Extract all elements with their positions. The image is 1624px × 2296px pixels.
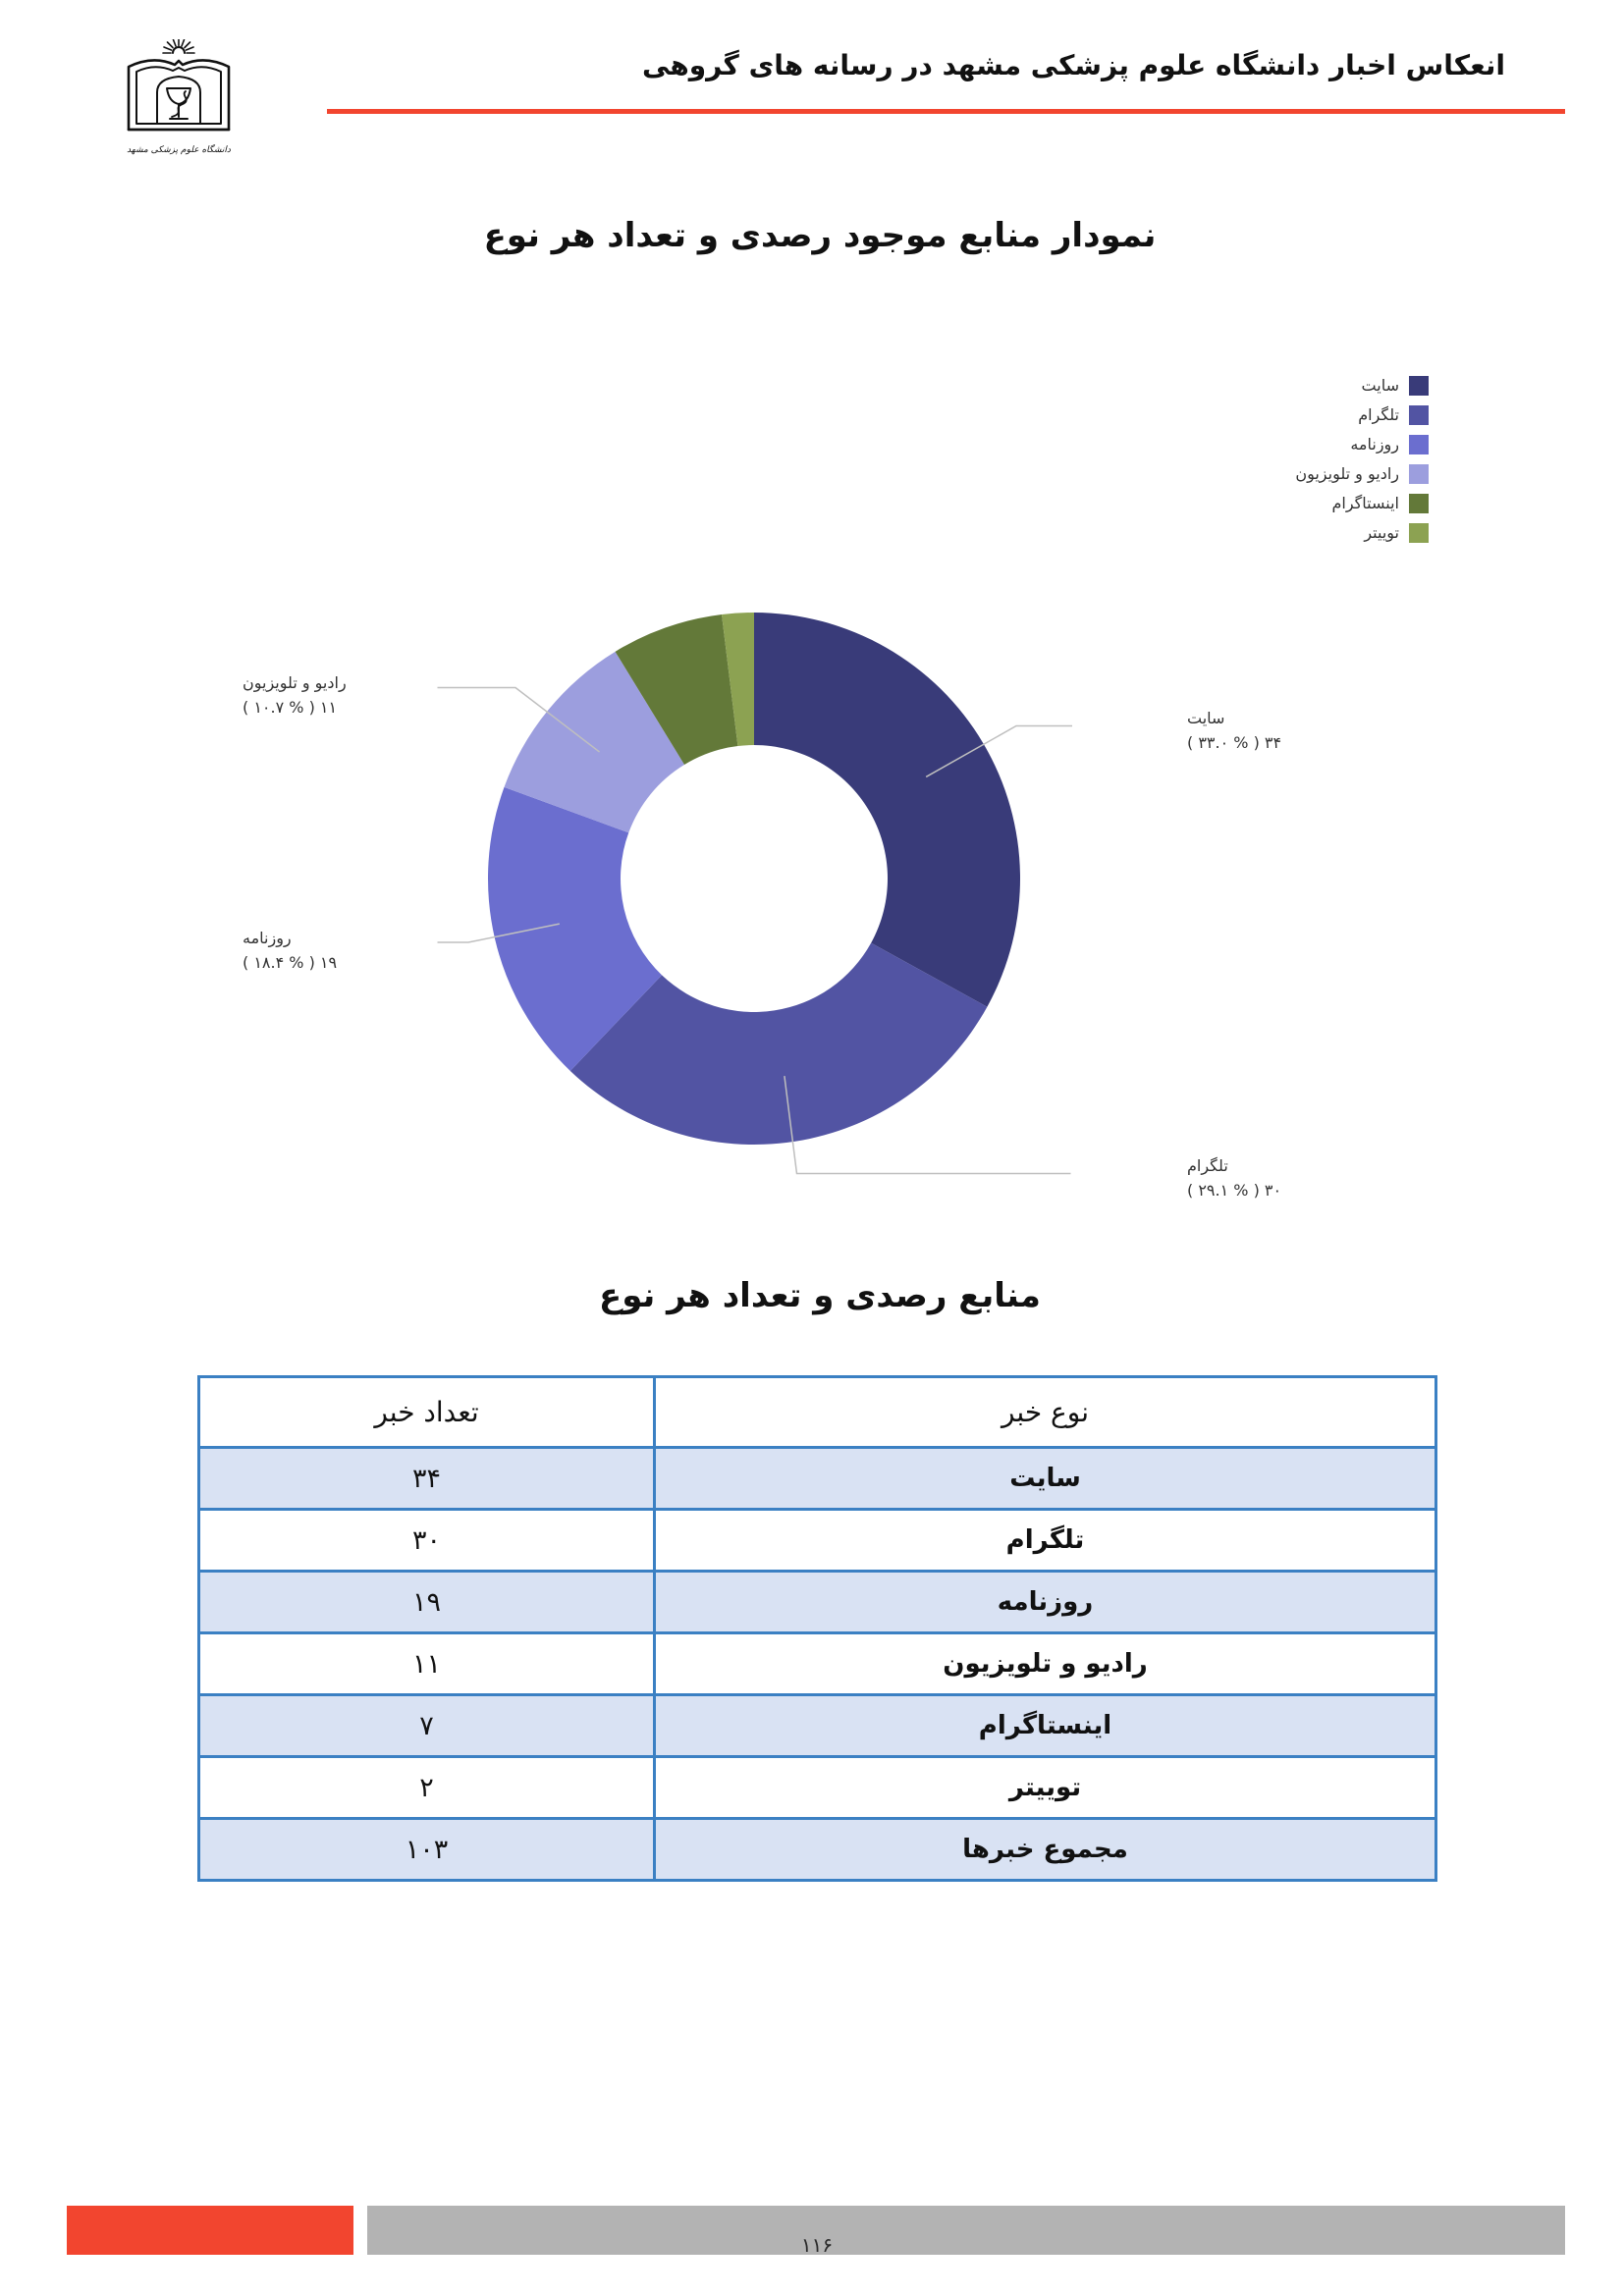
- legend-swatch: [1409, 376, 1429, 396]
- row-news-count: ۱۹: [199, 1572, 655, 1633]
- row-news-count: ۳۰: [199, 1510, 655, 1572]
- data-label-category: روزنامه: [243, 929, 292, 947]
- table-row: [199, 1510, 1436, 1572]
- table-heading: منابع رصدی و تعداد هر نوع: [599, 1276, 1041, 1315]
- legend-item-instagram: [1295, 489, 1429, 518]
- legend-swatch: [1409, 405, 1429, 425]
- legend-item-twitter: [1295, 518, 1429, 548]
- row-news-count: ۲: [199, 1757, 655, 1819]
- data-label-telegram: [1187, 1153, 1281, 1202]
- table-row: [199, 1448, 1436, 1510]
- row-news-count: ۳۴: [199, 1448, 655, 1510]
- report-header-title: انعکاس اخبار دانشگاه علوم پزشکی مشهد در رسانه های گروهی: [641, 49, 1505, 81]
- legend-label: سایت: [1361, 376, 1399, 395]
- data-label-value: ( ۳۳.۰ % ) ۳۴: [1187, 733, 1282, 752]
- row-source-type: روزنامه: [655, 1572, 1436, 1633]
- legend-item-radio-tv: [1295, 459, 1429, 489]
- legend-swatch: [1409, 464, 1429, 484]
- column-header-source-type: نوع خبر: [655, 1377, 1436, 1448]
- data-label-category: رادیو و تلویزیون: [243, 673, 347, 692]
- row-source-type: اینستاگرام: [655, 1695, 1436, 1757]
- legend-item-telegram: [1295, 400, 1429, 430]
- legend-label: اینستاگرام: [1331, 494, 1399, 512]
- legend-label: توییتر: [1364, 523, 1399, 542]
- row-news-count: ۷: [199, 1695, 655, 1757]
- data-label-value: ( ۲۹.۱ % ) ۳۰: [1187, 1181, 1282, 1200]
- data-label-value: ( ۱۸.۴ % ) ۱۹: [243, 953, 338, 972]
- footer-accent-block: [67, 2206, 353, 2255]
- legend-label: رادیو و تلویزیون: [1295, 464, 1399, 483]
- legend-item-newspaper: [1295, 430, 1429, 459]
- row-source-type: سایت: [655, 1448, 1436, 1510]
- legend-swatch: [1409, 494, 1429, 513]
- table-row: [199, 1633, 1436, 1695]
- legend-swatch: [1409, 523, 1429, 543]
- data-label-radio-tv: [243, 670, 347, 720]
- legend-label: تلگرام: [1358, 405, 1399, 424]
- donut-slice-site: [754, 613, 1020, 1007]
- legend-item-site: [1295, 371, 1429, 400]
- chart-legend: [1295, 371, 1429, 548]
- row-source-type: توییتر: [655, 1757, 1436, 1819]
- table-total-row: [199, 1819, 1436, 1881]
- data-label-value: ( ۱۰.۷ % ) ۱۱: [243, 698, 338, 717]
- column-header-news-count: تعداد خبر: [199, 1377, 655, 1448]
- table-row: [199, 1695, 1436, 1757]
- table-row: [199, 1757, 1436, 1819]
- sources-table: [197, 1375, 1437, 1882]
- page-number: ۱۱۶: [800, 2233, 834, 2257]
- footer-bar: [367, 2206, 1565, 2255]
- table-header-row: [199, 1377, 1436, 1448]
- row-news-count: ۱۱: [199, 1633, 655, 1695]
- total-count: ۱۰۳: [199, 1819, 655, 1881]
- data-label-newspaper: [243, 926, 337, 975]
- data-label-category: سایت: [1187, 709, 1225, 727]
- row-source-type: تلگرام: [655, 1510, 1436, 1572]
- data-label-site: [1187, 706, 1281, 755]
- legend-label: روزنامه: [1350, 435, 1399, 454]
- chart-heading: نمودار منابع موجود رصدی و تعداد هر نوع: [483, 216, 1157, 255]
- legend-swatch: [1409, 435, 1429, 454]
- logo-caption: دانشگاه علوم پزشکی مشهد: [127, 145, 231, 155]
- table-row: [199, 1572, 1436, 1633]
- total-label: مجموع خبرها: [655, 1819, 1436, 1881]
- row-source-type: رادیو و تلویزیون: [655, 1633, 1436, 1695]
- data-label-category: تلگرام: [1187, 1156, 1228, 1175]
